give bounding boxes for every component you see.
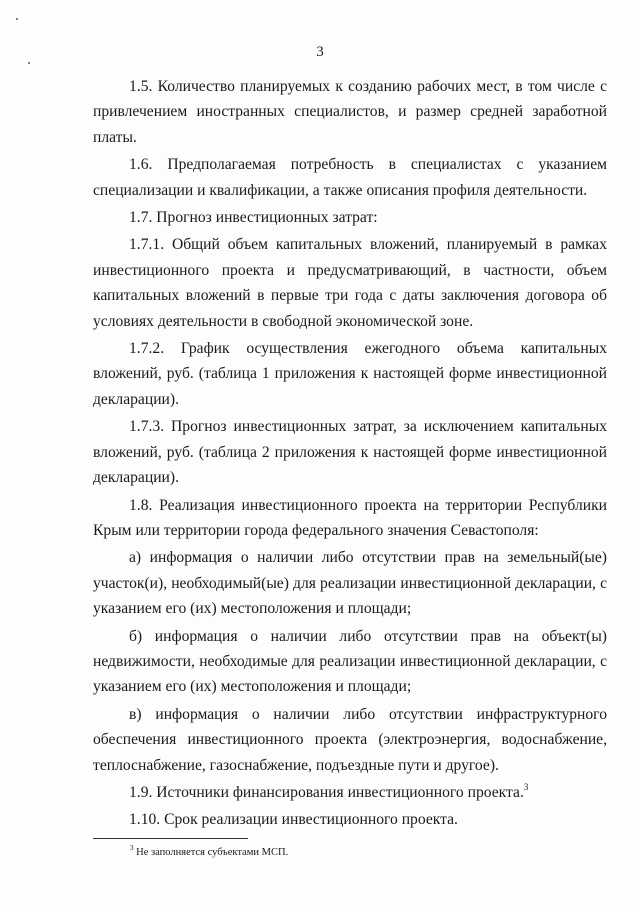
footnote-text: Не заполняется субъектами МСП. [136, 847, 289, 858]
footnote [130, 843, 289, 860]
footnote-reference: 3 [523, 781, 529, 792]
scan-speck [28, 62, 30, 64]
footnote-separator [93, 838, 248, 839]
paragraph-1-6: 1.6. Предполагаемая потребность в специалистах с указанием специализации и квалификации, а также описания профиля деятельности. [93, 156, 607, 199]
paragraph-1-8-b: б) информация о наличии либо отсутствии прав на объект(ы) недвижимости, необходимые для реализации инвестиционной декларации, с указанием его (их) местоположения и площади; [93, 627, 607, 696]
paragraph-1-7: 1.7. Прогноз инвестиционных затрат: [129, 209, 378, 227]
paragraph-1-5: 1.5. Количество планируемых к созданию рабочих мест, в том числе с привлечением иностранных специалистов, и размер средней заработной платы. [93, 78, 607, 146]
footnote-marker: 3 [130, 843, 134, 852]
paragraph-1-7-1: 1.7.1. Общий объем капитальных вложений, планируемый в рамках инвестиционного проекта и предусматривающий, в частности, объем капитальных вложений в первые три года с даты заключения договора об условиях деятельности в свободной экономической зоне. [93, 236, 607, 330]
document-body [93, 74, 607, 833]
paragraph-1-7-3: 1.7.3. Прогноз инвестиционных затрат, за исключением капитальных вложений, руб. (таблица 2 приложения к настоящей форме инвестиционной декларации). [93, 418, 607, 487]
paragraph-1-8: 1.8. Реализация инвестиционного проекта на территории Республики Крым или территории города федерального значения Севастополя: [93, 496, 607, 539]
paragraph-1-10: 1.10. Срок реализации инвестиционного проекта. [129, 811, 458, 829]
scan-speck [16, 18, 18, 20]
paragraph-1-8-a: а) информация о наличии либо отсутствии прав на земельный(ые) участок(и), необходимый(ые) для реализации инвестиционной декларации, с указанием его (их) местоположения и площади; [93, 549, 607, 618]
paragraph-1-9 [93, 780, 607, 805]
paragraph-1-9-text: 1.9. Источники финансирования инвестиционного проекта. [129, 783, 524, 801]
paragraph-1-8-v: в) информация о наличии либо отсутствии инфраструктурного обеспечения инвестиционного проекта (электроэнергия, водоснабжение, теплоснабжение, газоснабжение, подъездные пути и другое). [93, 705, 607, 774]
page-number: 3 [316, 44, 324, 60]
paragraph-1-7-2: 1.7.2. График осуществления ежегодного объема капитальных вложений, руб. (таблица 1 приложения к настоящей форме инвестиционной декларации). [93, 340, 607, 408]
